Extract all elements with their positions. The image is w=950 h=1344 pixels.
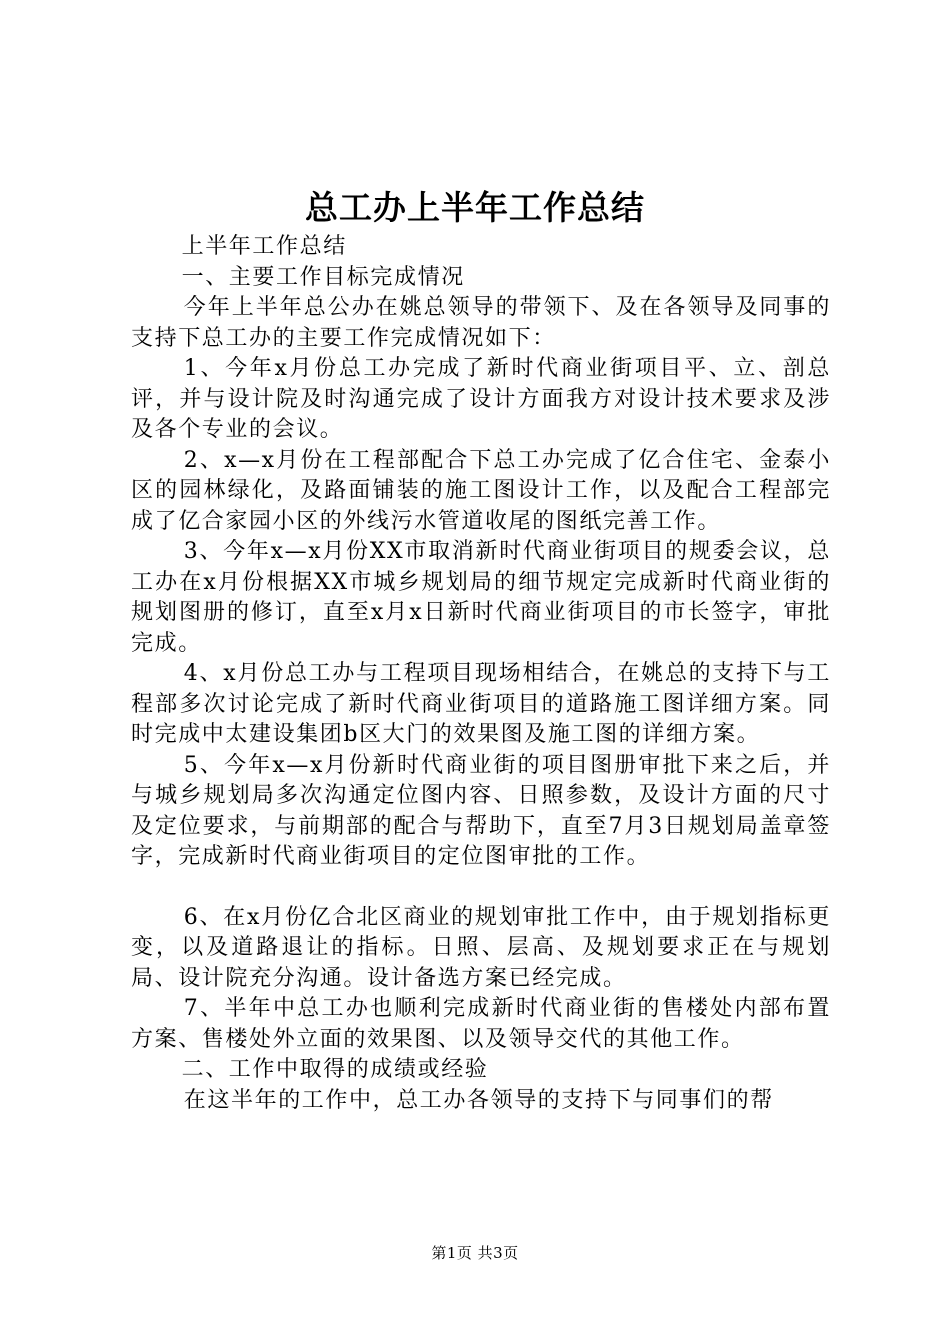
paragraph-experience: 在这半年的工作中，总工办各领导的支持下与同事们的帮: [183, 1087, 774, 1113]
paragraph-item-5: 5、今年x—x月份新时代商业街的项目图册审批下来之后，并与城乡规划局多次沟通定位图内容、日照参数，及设计方面的尺寸及定位要求，与前期部的配合与帮助下，直至7月3日规划局盖章签字，完成新时代商业街项目的定位图审批的工作。: [131, 752, 831, 869]
document-title: 总工办上半年工作总结: [305, 188, 645, 227]
document-body: [131, 232, 831, 1116]
paragraph-subtitle: 上半年工作总结: [181, 234, 347, 259]
paragraph-item-6: 6、在x月份亿合北区商业的规划审批工作中，由于规划指标更变，以及道路退让的指标。日照、层高、及规划要求正在与规划局、设计院充分沟通。设计备选方案已经完成。: [131, 904, 831, 991]
section-heading-2: 二、工作中取得的成绩或经验: [181, 1057, 489, 1082]
paragraph-item-4: 4、x月份总工办与工程项目现场相结合，在姚总的支持下与工程部多次讨论完成了新时代商业街项目的道路施工图详细方案。同时完成中太建设集团b区大门的效果图及施工图的详细方案。: [131, 661, 831, 747]
paragraph-item-2: 2、x—x月份在工程部配合下总工办完成了亿合住宅、金泰小区的园林绿化，及路面铺装的施工图设计工作，以及配合工程部完成了亿合家园小区的外线污水管道收尾的图纸完善工作。: [131, 447, 831, 534]
paragraph-item-1: 1、今年x月份总工办完成了新时代商业街项目平、立、剖总评，并与设计院及时沟通完成了设计方面我方对设计技术要求及涉及各个专业的会议。: [131, 356, 831, 442]
section-heading-1: 一、主要工作目标完成情况: [181, 264, 465, 290]
paragraph-item-3: 3、今年x—x月份XX市取消新时代商业街项目的规委会议，总工办在x月份根据XX市城乡规划局的细节规定完成新时代商业街的规划图册的修订，直至x月x日新时代商业街项目的市长签字，审批完成。: [131, 539, 831, 656]
page-footer: 第1页 共3页: [431, 1244, 519, 1262]
paragraph-intro: 今年上半年总公办在姚总领导的带领下、及在各领导及同事的支持下总工办的主要工作完成情况如下：: [131, 295, 831, 351]
paragraph-item-7: 7、半年中总工办也顺利完成新时代商业街的售楼处内部布置方案、售楼处外立面的效果图、以及领导交代的其他工作。: [131, 996, 831, 1052]
